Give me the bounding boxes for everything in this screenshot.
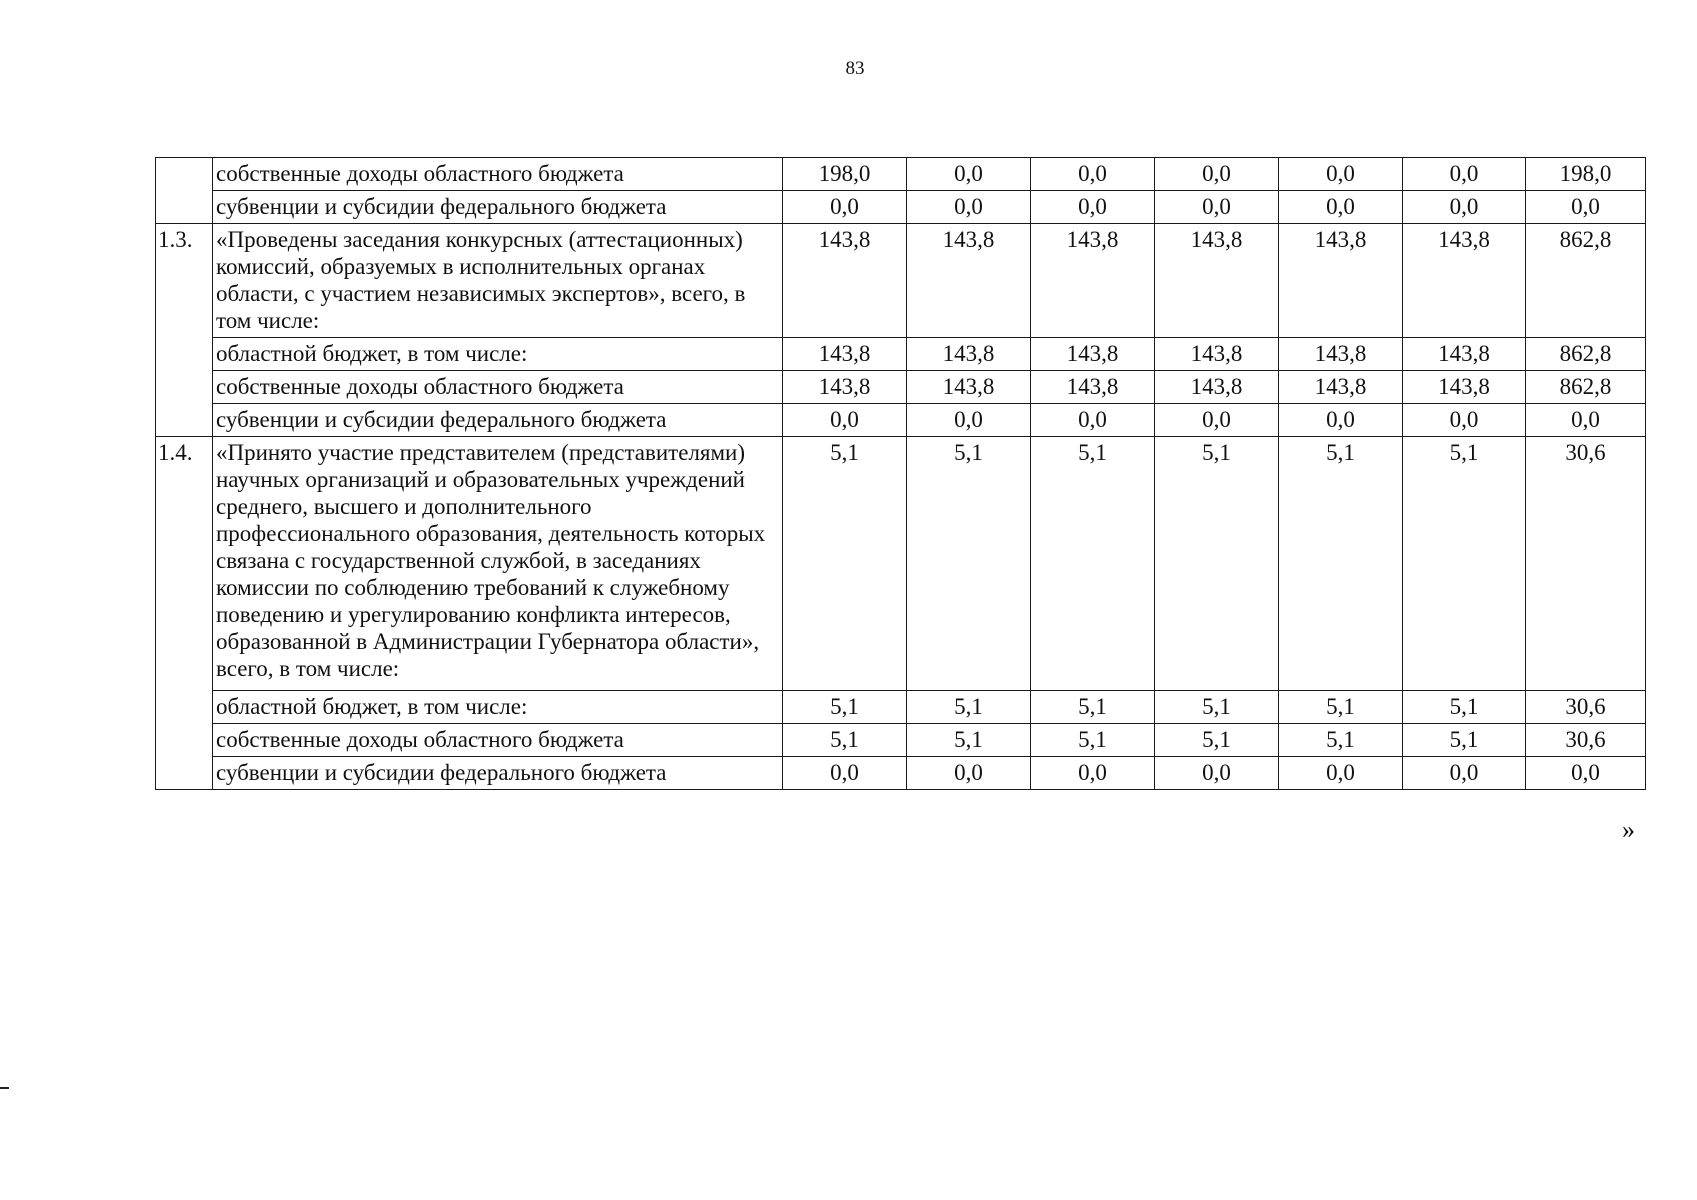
row-description: областной бюджет, в том числе: [213, 691, 783, 724]
total-value-cell: 30,6 [1526, 437, 1646, 691]
value-cell: 5,1 [783, 691, 907, 724]
value-cell: 0,0 [1155, 757, 1279, 790]
value-cell: 143,8 [1279, 224, 1403, 338]
value-cell: 5,1 [1279, 724, 1403, 757]
value-cell: 143,8 [1031, 338, 1155, 371]
value-cell: 0,0 [1279, 158, 1403, 191]
value-cell: 143,8 [907, 371, 1031, 404]
value-cell: 0,0 [907, 404, 1031, 437]
value-cell: 0,0 [1031, 191, 1155, 224]
value-cell: 0,0 [1279, 757, 1403, 790]
row-number-cell [156, 158, 213, 224]
value-cell: 5,1 [1403, 437, 1526, 691]
total-value-cell: 0,0 [1526, 191, 1646, 224]
value-cell: 5,1 [1279, 437, 1403, 691]
value-cell: 0,0 [1403, 158, 1526, 191]
table-row [156, 691, 1646, 724]
closing-quote-mark: » [1622, 815, 1635, 844]
value-cell: 0,0 [1155, 404, 1279, 437]
total-value-cell: 0,0 [1526, 404, 1646, 437]
total-value-cell: 862,8 [1526, 371, 1646, 404]
value-cell: 198,0 [783, 158, 907, 191]
value-cell: 143,8 [1403, 371, 1526, 404]
row-number-cell [156, 224, 213, 437]
row-description: собственные доходы областного бюджета [213, 724, 783, 757]
row-description: субвенции и субсидии федерального бюджета [213, 191, 783, 224]
value-cell: 143,8 [783, 224, 907, 338]
value-cell: 5,1 [907, 691, 1031, 724]
value-cell: 143,8 [907, 224, 1031, 338]
table-row [156, 404, 1646, 437]
row-description: областной бюджет, в том числе: [213, 338, 783, 371]
row-description: субвенции и субсидии федерального бюджета [213, 404, 783, 437]
page-number: 83 [845, 58, 865, 79]
value-cell: 143,8 [1155, 338, 1279, 371]
value-cell: 0,0 [1155, 191, 1279, 224]
value-cell: 5,1 [1155, 437, 1279, 691]
value-cell: 5,1 [1155, 691, 1279, 724]
value-cell: 5,1 [907, 437, 1031, 691]
item-number: 1.3. [158, 227, 193, 252]
row-description: собственные доходы областного бюджета [213, 371, 783, 404]
total-value-cell: 30,6 [1526, 724, 1646, 757]
margin-dash [0, 1087, 9, 1089]
value-cell: 143,8 [1155, 371, 1279, 404]
value-cell: 143,8 [783, 371, 907, 404]
value-cell: 143,8 [1403, 224, 1526, 338]
value-cell: 0,0 [783, 404, 907, 437]
value-cell: 0,0 [1155, 158, 1279, 191]
value-cell: 0,0 [1403, 191, 1526, 224]
value-cell: 5,1 [1403, 691, 1526, 724]
value-cell: 0,0 [1031, 757, 1155, 790]
row-number-cell [156, 437, 213, 790]
row-description: «Принято участие представителем (представителями) научных организаций и образовательных учреждений среднего, высшего и дополнительного профессионального образования, деятельность которых связана с государственной службой, в заседаниях комиссии по соблюдению требований к служебному поведению и урегулированию конфликта интересов, образованной в Администрации Губернатора области», всего, в том числе: [213, 437, 783, 691]
table-row [156, 724, 1646, 757]
value-cell: 143,8 [1031, 371, 1155, 404]
value-cell: 0,0 [1279, 404, 1403, 437]
value-cell: 5,1 [1031, 437, 1155, 691]
value-cell: 5,1 [1403, 724, 1526, 757]
value-cell: 143,8 [1155, 224, 1279, 338]
value-cell: 5,1 [1031, 724, 1155, 757]
total-value-cell: 862,8 [1526, 224, 1646, 338]
budget-table [155, 157, 1646, 790]
value-cell: 5,1 [783, 724, 907, 757]
value-cell: 0,0 [1031, 404, 1155, 437]
value-cell: 0,0 [1279, 191, 1403, 224]
value-cell: 143,8 [1403, 338, 1526, 371]
row-description: собственные доходы областного бюджета [213, 158, 783, 191]
value-cell: 143,8 [1031, 224, 1155, 338]
total-value-cell: 198,0 [1526, 158, 1646, 191]
value-cell: 0,0 [783, 191, 907, 224]
value-cell: 5,1 [783, 437, 907, 691]
total-value-cell: 30,6 [1526, 691, 1646, 724]
table-row [156, 224, 1646, 338]
value-cell: 0,0 [1031, 158, 1155, 191]
total-value-cell: 0,0 [1526, 757, 1646, 790]
value-cell: 0,0 [907, 158, 1031, 191]
table-row [156, 191, 1646, 224]
table-row [156, 437, 1646, 691]
value-cell: 0,0 [907, 757, 1031, 790]
value-cell: 143,8 [1279, 371, 1403, 404]
value-cell: 0,0 [1403, 757, 1526, 790]
row-description: «Проведены заседания конкурсных (аттестационных) комиссий, образуемых в исполнительных органах области, с участием независимых экспертов», всего, в том числе: [213, 224, 783, 338]
value-cell: 5,1 [1031, 691, 1155, 724]
item-number: 1.4. [158, 440, 193, 465]
row-description: субвенции и субсидии федерального бюджета [213, 757, 783, 790]
value-cell: 143,8 [1279, 338, 1403, 371]
value-cell: 0,0 [907, 191, 1031, 224]
value-cell: 0,0 [783, 757, 907, 790]
table-row [156, 158, 1646, 191]
value-cell: 5,1 [1279, 691, 1403, 724]
table-row [156, 338, 1646, 371]
table-row [156, 757, 1646, 790]
value-cell: 143,8 [783, 338, 907, 371]
table-row [156, 371, 1646, 404]
value-cell: 5,1 [907, 724, 1031, 757]
value-cell: 0,0 [1403, 404, 1526, 437]
total-value-cell: 862,8 [1526, 338, 1646, 371]
value-cell: 5,1 [1155, 724, 1279, 757]
value-cell: 143,8 [907, 338, 1031, 371]
